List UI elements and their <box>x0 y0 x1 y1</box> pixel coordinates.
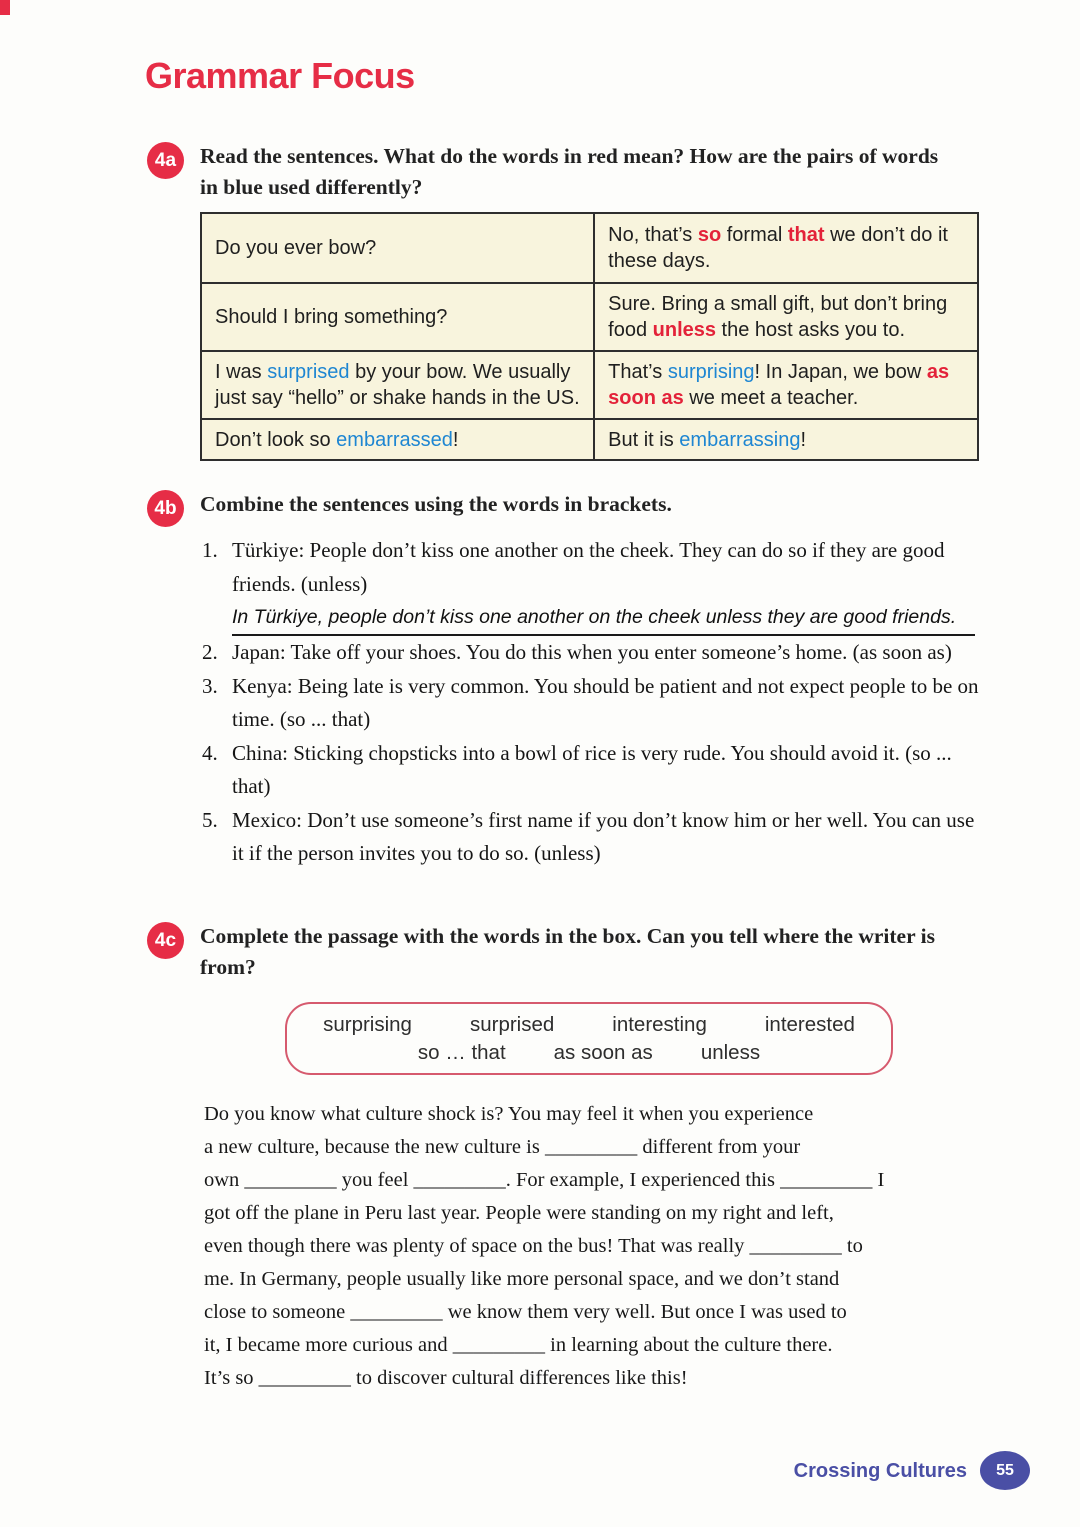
item-number: 5. <box>202 807 218 832</box>
response-cell: That’s surprising! In Japan, we bow as soon as we meet a teacher. <box>594 351 978 419</box>
page-number-badge <box>980 1451 1030 1490</box>
table-row <box>201 351 978 419</box>
passage-line: it, I became more curious and _________ in learning about the culture there. <box>204 1334 833 1356</box>
passage-line: got off the plane in Peru last year. People were standing on my right and left, <box>204 1202 834 1224</box>
passage-line: own _________ you feel _________. For example, I experienced this _________ I <box>204 1169 885 1191</box>
exercise-4a-badge: 4a <box>147 142 184 179</box>
exercise-4b-instruction: Combine the sentences using the words in brackets. <box>200 492 672 516</box>
item-text <box>232 534 982 636</box>
passage <box>204 1098 994 1395</box>
word-option: surprising <box>323 1013 412 1036</box>
exercise-4c-header <box>147 921 992 983</box>
passage-line: close to someone _________ we know them very well. But once I was used to <box>204 1301 847 1323</box>
list-item <box>202 670 982 737</box>
question-cell: I was surprised by your bow. We usually just say “hello” or shake hands in the US. <box>201 351 594 419</box>
list-item <box>202 737 982 804</box>
table-row <box>201 213 978 283</box>
page-title: Grammar Focus <box>145 55 415 96</box>
item-sentence: Türkiye: People don’t kiss one another on the cheek. They can do so if they are good friends. (unless) <box>232 538 945 596</box>
response-cell: Sure. Bring a small gift, but don’t bring food unless the host asks you to. <box>594 283 978 351</box>
example-sentence-table <box>200 212 979 461</box>
item-number: 2. <box>202 640 218 664</box>
word-box-row <box>287 1011 891 1038</box>
exercise-4c-instruction: Complete the passage with the words in the box. Can you tell where the writer is from? <box>200 924 935 979</box>
passage-line: me. In Germany, people usually like more personal space, and we don’t stand <box>204 1268 840 1290</box>
word-box <box>285 1002 893 1075</box>
list-item <box>202 534 982 636</box>
exercise-4a-instruction: Read the sentences. What do the words in red mean? How are the pairs of words in blue used differently? <box>200 144 939 199</box>
page-number: 55 <box>996 1461 1014 1479</box>
exercise-4a-header <box>147 141 992 203</box>
question-cell: Should I bring something? <box>201 283 594 351</box>
word-option: as soon as <box>553 1041 653 1064</box>
exercise-4b-list <box>202 534 982 871</box>
word-option: interested <box>764 1013 855 1036</box>
footer-section-label: Crossing Cultures <box>793 1459 967 1482</box>
word-option: surprised <box>469 1013 555 1036</box>
item-number: 1. <box>202 538 218 562</box>
question-cell: Don’t look so embarrassed! <box>201 419 594 460</box>
exercise-4c-badge: 4c <box>147 922 184 959</box>
passage-line: It’s so _________ to discover cultural differences like this! <box>204 1367 688 1389</box>
word-option: unless <box>700 1041 761 1064</box>
passage-line: Do you know what culture shock is? You may feel it when you experience <box>204 1103 814 1125</box>
item-text: Mexico: Don’t use someone’s first name if you don’t know him or her well. You can use it if the person invites you to do so. (unless) <box>232 807 975 865</box>
item-text: China: Sticking chopsticks into a bowl of rice is very rude. You should avoid it. (so ... that) <box>232 740 952 798</box>
page-footer <box>794 1451 1030 1490</box>
passage-line: even though there was plenty of space on the bus! That was really _________ to <box>204 1235 863 1257</box>
table-row <box>201 419 978 460</box>
exercise-4b-header <box>147 489 992 527</box>
item-number: 3. <box>202 673 218 698</box>
word-option: interesting <box>612 1013 707 1036</box>
response-cell: No, that’s so formal that we don’t do it these days. <box>594 213 978 283</box>
response-cell: But it is embarrassing! <box>594 419 978 460</box>
question-cell: Do you ever bow? <box>201 213 594 283</box>
answer-line: In Türkiye, people don’t kiss one another on the cheek unless they are good friends. <box>232 601 975 636</box>
word-option: so … that <box>417 1041 506 1064</box>
corner-mark <box>0 0 10 15</box>
word-box-row <box>287 1039 891 1066</box>
table-row <box>201 283 978 351</box>
item-text: Kenya: Being late is very common. You should be patient and not expect people to be on time. (so ... that) <box>232 673 979 731</box>
item-text: Japan: Take off your shoes. You do this when you enter someone’s home. (as soon as) <box>232 640 952 664</box>
exercise-4b-badge: 4b <box>147 490 184 527</box>
list-item <box>202 636 982 670</box>
passage-line: a new culture, because the new culture is _________ different from your <box>204 1136 801 1158</box>
item-number: 4. <box>202 740 218 765</box>
list-item <box>202 804 982 871</box>
